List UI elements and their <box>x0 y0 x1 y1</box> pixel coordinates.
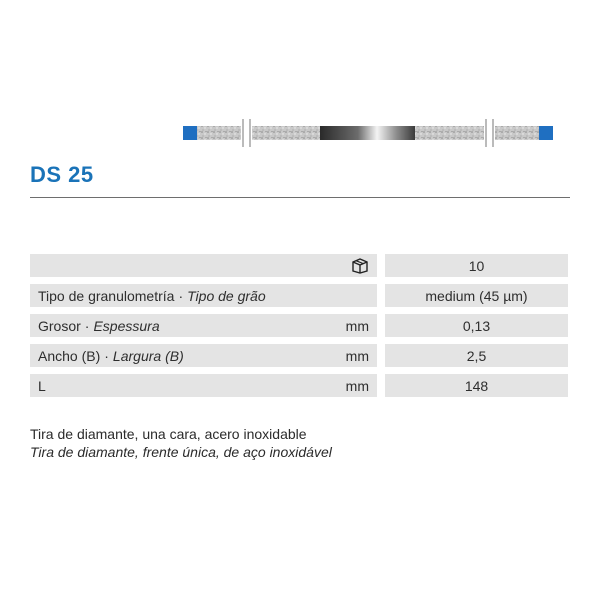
spec-value-package: 10 <box>385 254 568 277</box>
description-es: Tira de diamante, una cara, acero inoxidable <box>30 426 307 442</box>
spec-unit: mm <box>345 317 369 334</box>
title-divider <box>30 197 570 198</box>
spec-label <box>38 318 160 334</box>
spec-unit: mm <box>345 347 369 364</box>
label-separator: · <box>84 317 90 334</box>
spec-label-pt: Espessura <box>93 317 160 334</box>
spec-row-length <box>30 374 568 397</box>
label-separator: · <box>178 287 184 304</box>
spec-label-cell <box>30 344 377 367</box>
spec-value-length: 148 <box>385 374 568 397</box>
description-pt: Tira de diamante, frente única, de aço inoxidável <box>30 444 332 460</box>
package-icon <box>351 257 369 274</box>
diamond-strip-illustration <box>183 119 553 147</box>
spec-unit: mm <box>345 377 369 394</box>
spec-row-package <box>30 254 568 277</box>
spec-table <box>30 254 568 404</box>
spec-label-pt: Largura (B) <box>112 347 184 364</box>
spec-label-es: Tipo de granulometría <box>38 287 175 304</box>
spec-label <box>38 348 184 364</box>
spec-label-es: L <box>38 377 46 394</box>
product-description <box>30 425 332 461</box>
spec-label-cell <box>30 314 377 337</box>
label-separator: · <box>104 347 109 364</box>
spec-label <box>38 288 266 304</box>
spec-value-grit: medium (45 µm) <box>385 284 568 307</box>
spec-value-width: 2,5 <box>385 344 568 367</box>
spec-label-es: Ancho (B) <box>38 347 101 364</box>
spec-value-thickness: 0,13 <box>385 314 568 337</box>
spec-label-cell <box>30 284 377 307</box>
spec-label-pt: Tipo de grão <box>187 287 266 304</box>
spec-label-es: Grosor <box>38 317 81 334</box>
spec-label-cell <box>30 254 377 277</box>
spec-row-grit <box>30 284 568 307</box>
spec-label-cell <box>30 374 377 397</box>
spec-row-width <box>30 344 568 367</box>
spec-row-thickness <box>30 314 568 337</box>
product-code: DS 25 <box>30 162 94 187</box>
diamond-strip-icon <box>183 119 553 147</box>
